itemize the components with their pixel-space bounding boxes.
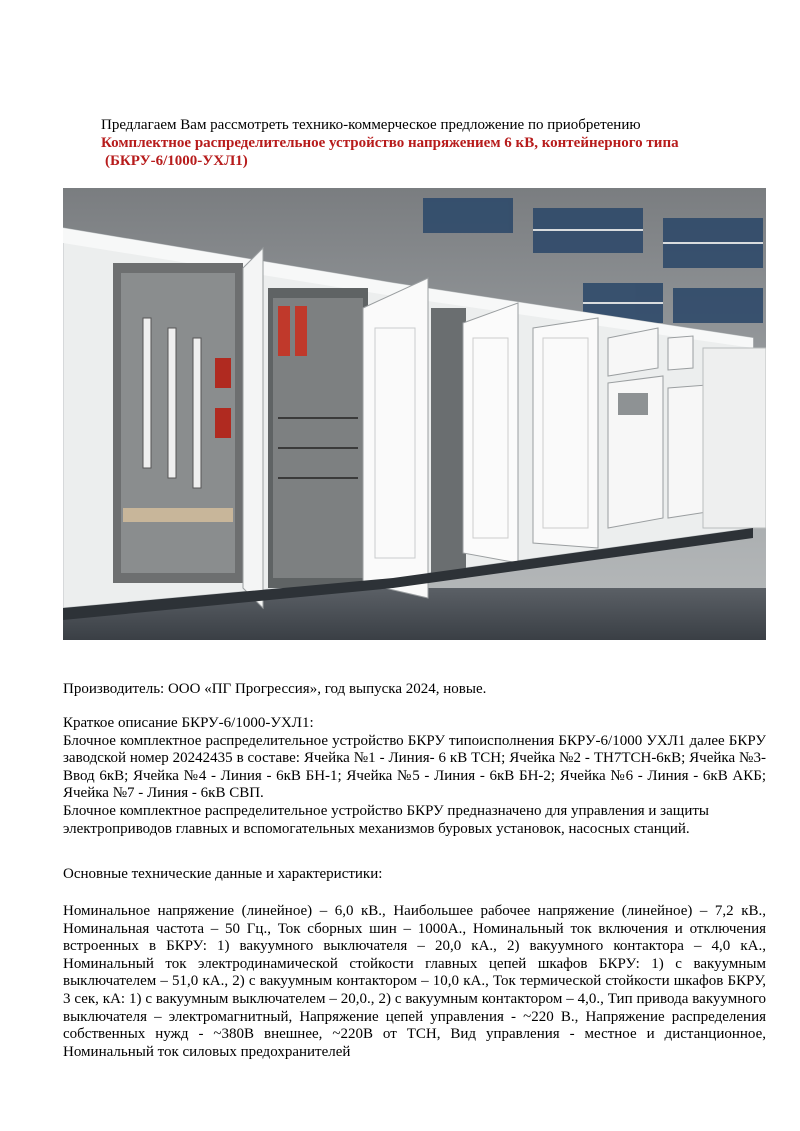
- description-section: [63, 715, 766, 838]
- description-paragraph-1: Блочное комплектное распределительное устройство БКРУ типоисполнения БКРУ-6/1000 УХЛ1 далее БКРУ заводской номер 20242435 в составе: Ячейка №1 - Линия- 6 кВ ТСН; Ячейка №2 - ТН7ТСН-6кВ; Ячейка №3- Ввод 6кВ; Ячейка №4 - Линия - 6кВ БН-1; Ячейка №5 - Линия - 6кВ БН-2; Ячейка №6 - Линия - 6кВ АКБ; Ячейка №7 - Линия - 6кВ СВП.: [63, 732, 766, 802]
- manufacturer-line: [63, 681, 766, 699]
- manufacturer-text: Производитель: ООО «ПГ Прогрессия», год выпуска 2024, новые.: [63, 681, 487, 697]
- specs-heading-block: [63, 866, 766, 884]
- document-title: Комплектное распределительное устройство напряжением 6 кВ, контейнерного типа: [101, 135, 679, 151]
- intro-block: [101, 116, 741, 170]
- document-subtitle: (БКРУ-6/1000-УХЛ1): [105, 153, 248, 169]
- specs-heading: Основные технические данные и характеристики:: [63, 866, 383, 882]
- description-heading: Краткое описание БКРУ-6/1000-УХЛ1:: [63, 715, 314, 731]
- description-paragraph-2: Блочное комплектное распределительное устройство БКРУ предназначено для управления и защиты электроприводов главных и вспомогательных механизмов буровых установок, насосных станций.: [63, 802, 709, 837]
- specs-section: [63, 903, 766, 1061]
- specs-text: Номинальное напряжение (линейное) – 6,0 кВ., Наибольшее рабочее напряжение (линейное) – 7,2 кВ., Номинальная частота – 50 Гц., Ток сборных шин – 1000А., Номинальный ток включения и отключения встроенных в БКРУ: 1) вакуумного выключателя – 20,0 кА., 2) вакуумного контактора – 4,0 кА., Номинальный ток электродинамической стойкости главных цепей шкафов БКРУ: 1) с вакуумным выключателем – 51,0 кА., 2) с вакуумным контактором – 10,0 кА., Ток термической стойкости шкафов БКРУ, 3 сек, кА: 1) с вакуумным выключателем – 20,0., 2) с вакуумным контактором – 4,0., Тип привода вакуумного выключателя – электромагнитный, Напряжение цепей управления - ~220 В., Напряжение распределения собственных нужд - ~380В внешнее, ~220В от ТСН, Вид управления - местное и дистанционное, Номинальный ток силовых предохранителей: [63, 903, 766, 1060]
- switchgear-photo: [63, 188, 766, 640]
- intro-line: Предлагаем Вам рассмотреть технико-коммерческое предложение по приобретению: [101, 117, 641, 133]
